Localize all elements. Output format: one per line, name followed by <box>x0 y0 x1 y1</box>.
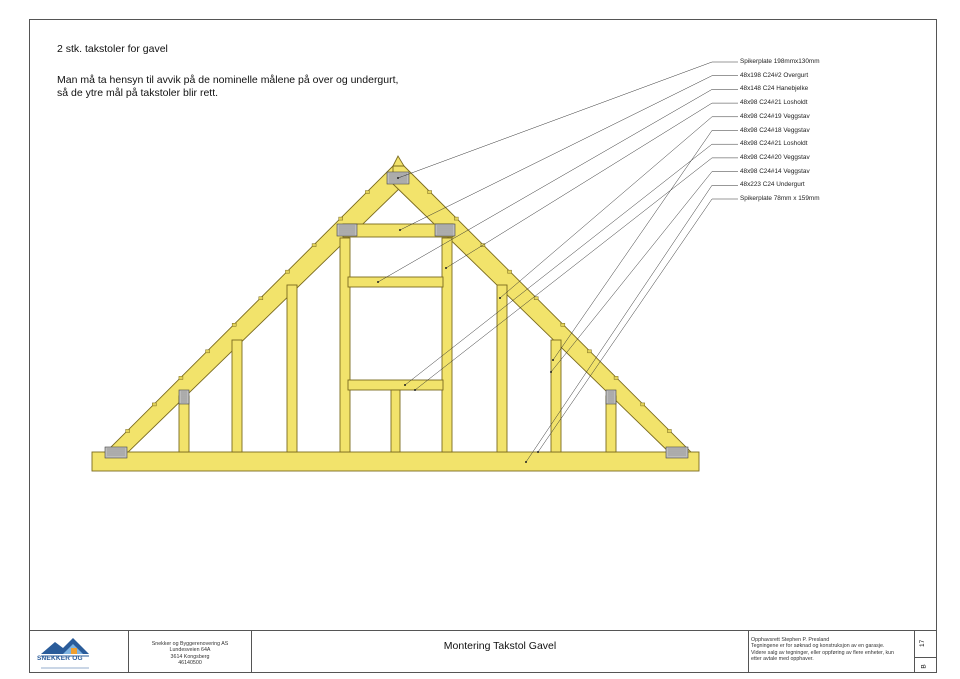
part-label: 48x198 C24#2 Overgurt <box>740 71 809 79</box>
part-label: 48x148 C24 Hanebjelke <box>740 85 809 93</box>
leader-dot <box>525 461 527 463</box>
left-chord-notch <box>152 403 156 406</box>
page-number: 17 <box>919 639 926 647</box>
leader-dot <box>552 359 554 361</box>
wall-stud <box>606 396 616 452</box>
right-chord-notch <box>534 297 538 300</box>
leader-line <box>553 131 712 361</box>
nail-plate <box>666 447 688 458</box>
leader-dot <box>445 267 447 269</box>
left-chord-notch <box>126 429 130 432</box>
left-chord-notch <box>339 217 343 220</box>
right-chord-notch <box>508 270 512 273</box>
leader-dot <box>550 371 552 373</box>
leader-dot <box>377 281 379 283</box>
left-chord-notch <box>259 297 263 300</box>
wall-stud <box>442 238 452 452</box>
truss-timber <box>92 156 699 471</box>
right-top-chord <box>393 166 697 458</box>
truss-count-text: 2 stk. takstoler for gavel <box>57 43 168 55</box>
leader-line <box>500 117 712 298</box>
left-chord-notch <box>206 350 210 353</box>
leader-dot <box>397 177 399 179</box>
leader-line <box>398 62 712 178</box>
sheet-size: B <box>920 664 928 669</box>
wall-stud <box>287 285 297 452</box>
title-block <box>29 630 937 673</box>
logo-text: SNEKKER OG <box>37 655 83 662</box>
leader-dot <box>537 451 539 453</box>
drawing-title: Montering Takstol Gavel <box>252 631 749 673</box>
left-top-chord <box>100 166 404 458</box>
part-label: 48x223 C24 Undergurt <box>740 181 805 189</box>
right-chord-notch <box>614 376 618 379</box>
wall-stud <box>551 340 561 452</box>
wall-stud <box>340 238 350 452</box>
part-label: Spikerplate 78mm x 159mm <box>740 195 820 202</box>
right-chord-notch <box>561 323 565 326</box>
right-chord-notch <box>454 217 458 220</box>
wall-stud <box>497 285 507 452</box>
part-label: Spikerplate 198mmx130mm <box>740 58 820 65</box>
part-label: 48x98 C24#19 Veggstav <box>740 112 810 120</box>
right-chord-notch <box>428 191 432 194</box>
right-chord-notch <box>587 350 591 353</box>
part-label: 48x98 C24#21 Losholdt <box>740 99 808 107</box>
left-chord-notch <box>365 191 369 194</box>
right-chord-notch <box>641 403 645 406</box>
leader-line <box>415 158 712 390</box>
short-stud <box>391 390 400 452</box>
left-chord-notch <box>285 270 289 273</box>
left-chord-notch <box>312 244 316 247</box>
leader-dot <box>399 229 401 231</box>
blocking-upper <box>348 277 443 287</box>
part-label: 48x98 C24#20 Veggstav <box>740 153 810 161</box>
copyright-note: Opphavsrett Stephen P. Presland Tegningene er for søknad og konstruksjon av en garasje. Videre salg av tegninger, eller oppføring av flere enheter, kun etter avtale med opphaver. <box>749 631 915 673</box>
leader-line <box>400 76 712 230</box>
part-label: 48x98 C24#14 Veggstav <box>740 167 810 175</box>
leader-dot <box>499 297 501 299</box>
company-info: Snekker og Byggerenovering AS Lundesveien 64A 3614 Kongsberg 46140500 <box>129 631 252 673</box>
tolerance-note: Man må ta hensyn til avvik på de nominelle målene på over og undergurt, så de ytre mål på takstoler blir rett. <box>57 74 399 99</box>
left-chord-notch <box>179 376 183 379</box>
left-chord-notch <box>232 323 236 326</box>
bottom-chord <box>92 452 699 471</box>
nail-plate <box>105 447 127 458</box>
blocking-lower <box>348 380 443 390</box>
company-logo <box>33 634 123 672</box>
page-info <box>915 631 937 673</box>
peak-tip <box>393 156 404 166</box>
leader-dot <box>404 384 406 386</box>
part-label: 48x98 C24#18 Veggstav <box>740 126 810 134</box>
right-chord-notch <box>667 429 671 432</box>
leader-line <box>551 172 712 372</box>
wall-stud <box>232 340 242 452</box>
leader-line <box>446 103 712 268</box>
wall-stud <box>179 396 189 452</box>
leader-line <box>378 89 712 282</box>
logo-cell <box>29 631 129 673</box>
part-label: 48x98 C24#21 Losholdt <box>740 140 808 148</box>
leader-dot <box>414 389 416 391</box>
